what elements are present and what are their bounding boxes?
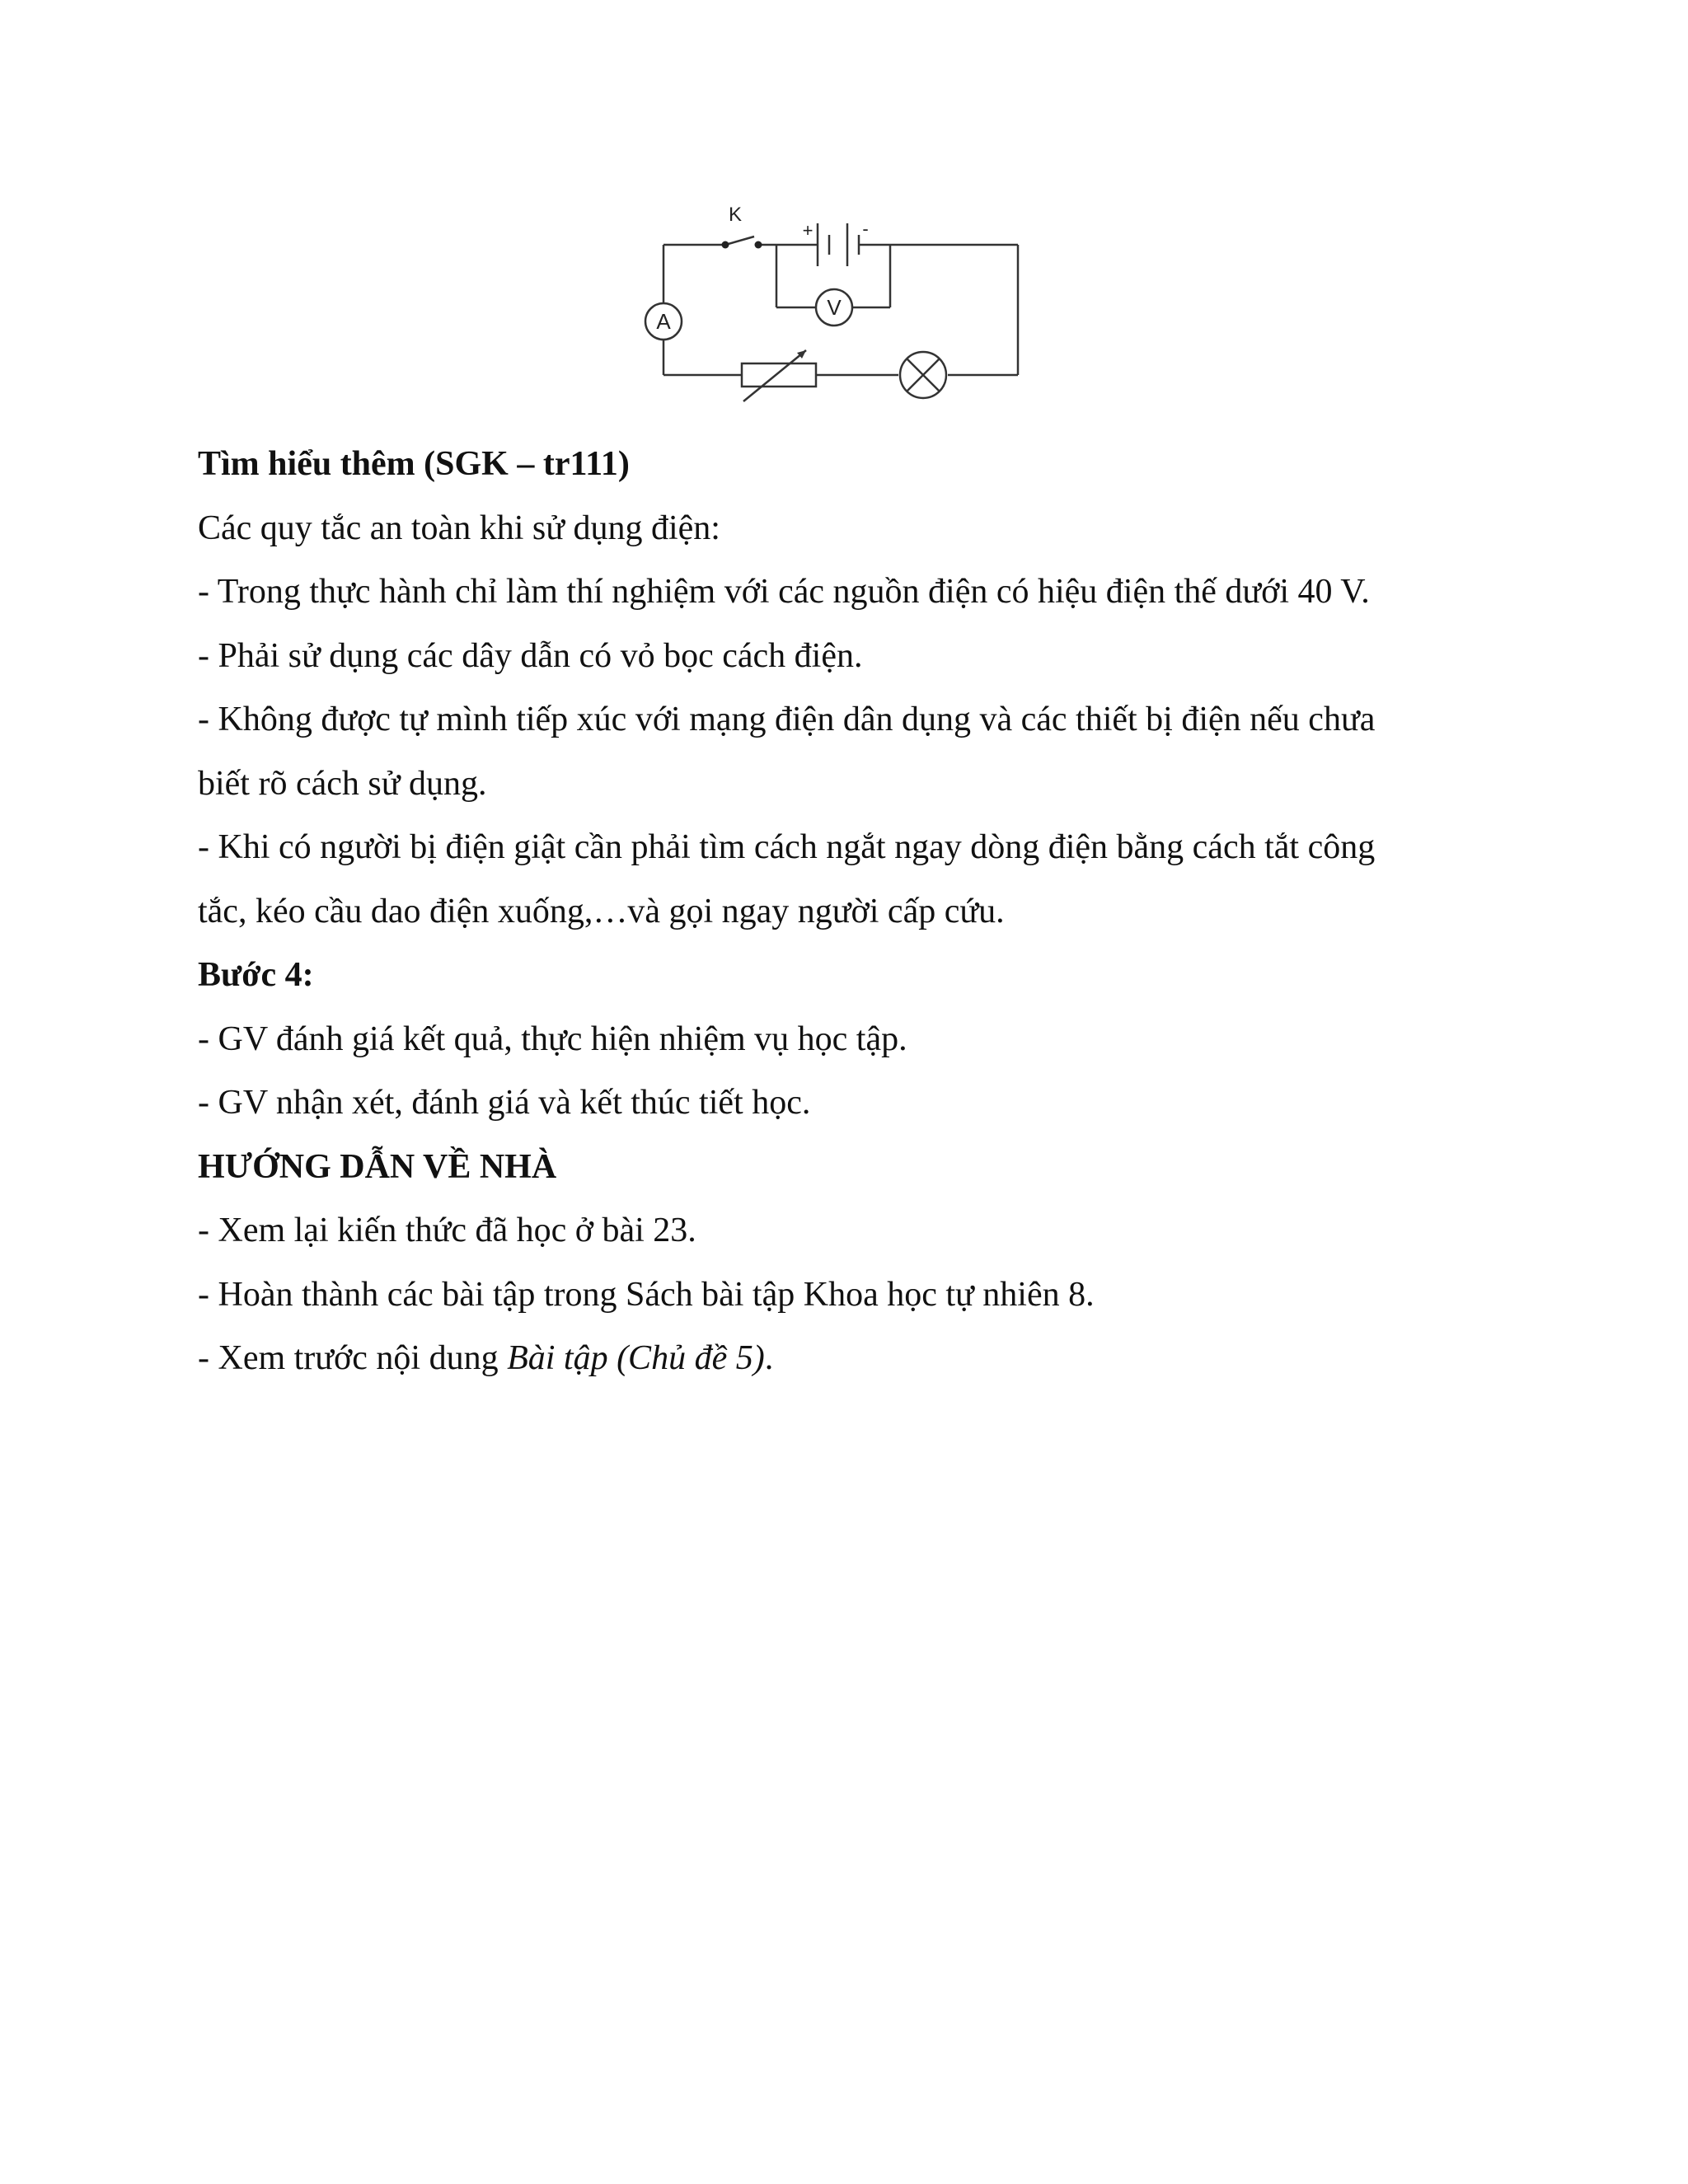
step-4-item-2: - GV nhận xét, đánh giá và kết thúc tiết học. xyxy=(198,1084,811,1122)
document-content xyxy=(198,433,1500,1391)
homework-heading: HƯỚNG DẪN VỀ NHÀ xyxy=(198,1147,557,1186)
rheostat-symbol xyxy=(742,363,816,387)
safety-rule-3-line-1: - Không được tự mình tiếp xúc với mạng điện dân dụng và các thiết bị điện nếu chưa xyxy=(198,701,1376,738)
switch-label: K xyxy=(728,204,743,226)
heading-learn-more: Tìm hiểu thêm (SGK – tr111) xyxy=(198,445,630,483)
switch-contact-left xyxy=(722,241,729,249)
homework-item-2: - Hoàn thành các bài tập trong Sách bài tập Khoa học tự nhiên 8. xyxy=(198,1275,1095,1314)
switch-lever xyxy=(725,237,754,245)
homework-item-3-suffix: . xyxy=(764,1339,774,1377)
safety-rule-2: - Phải sử dụng các dây dẫn có vỏ bọc cách điện. xyxy=(198,636,863,675)
voltmeter-label: V xyxy=(827,295,842,320)
step-4-item-1: - GV đánh giá kết quả, thực hiện nhiệm vụ học tập. xyxy=(198,1019,907,1058)
ammeter-label: A xyxy=(656,309,671,334)
safety-rule-3-line-2: biết rõ cách sử dụng. xyxy=(198,764,487,803)
homework-item-3-italic: Bài tập (Chủ đề 5) xyxy=(507,1339,765,1377)
homework-item-3 xyxy=(198,1327,1500,1391)
homework-item-1: - Xem lại kiến thức đã học ở bài 23. xyxy=(198,1212,696,1249)
battery-plus-label: + xyxy=(802,220,814,241)
switch-contact-right xyxy=(755,241,762,249)
step-4-heading: Bước 4: xyxy=(198,956,314,994)
battery-symbol xyxy=(818,223,859,266)
safety-rule-4-line-1: - Khi có người bị điện giật cần phải tìm cách ngắt ngay dòng điện bằng cách tắt công xyxy=(198,828,1376,866)
safety-intro: Các quy tắc an toàn khi sử dụng điện: xyxy=(198,509,720,547)
homework-item-3-prefix: - Xem trước nội dung xyxy=(198,1339,508,1377)
circuit-diagram xyxy=(626,194,1055,424)
battery-minus-label: - xyxy=(862,218,869,239)
safety-rule-4-line-2: tắc, kéo cầu dao điện xuống,…và gọi ngay người cấp cứu. xyxy=(198,892,1005,930)
circuit-diagram-svg xyxy=(626,194,1055,424)
safety-rule-1: - Trong thực hành chỉ làm thí nghiệm với các nguồn điện có hiệu điện thế dưới 40 V. xyxy=(198,573,1370,611)
